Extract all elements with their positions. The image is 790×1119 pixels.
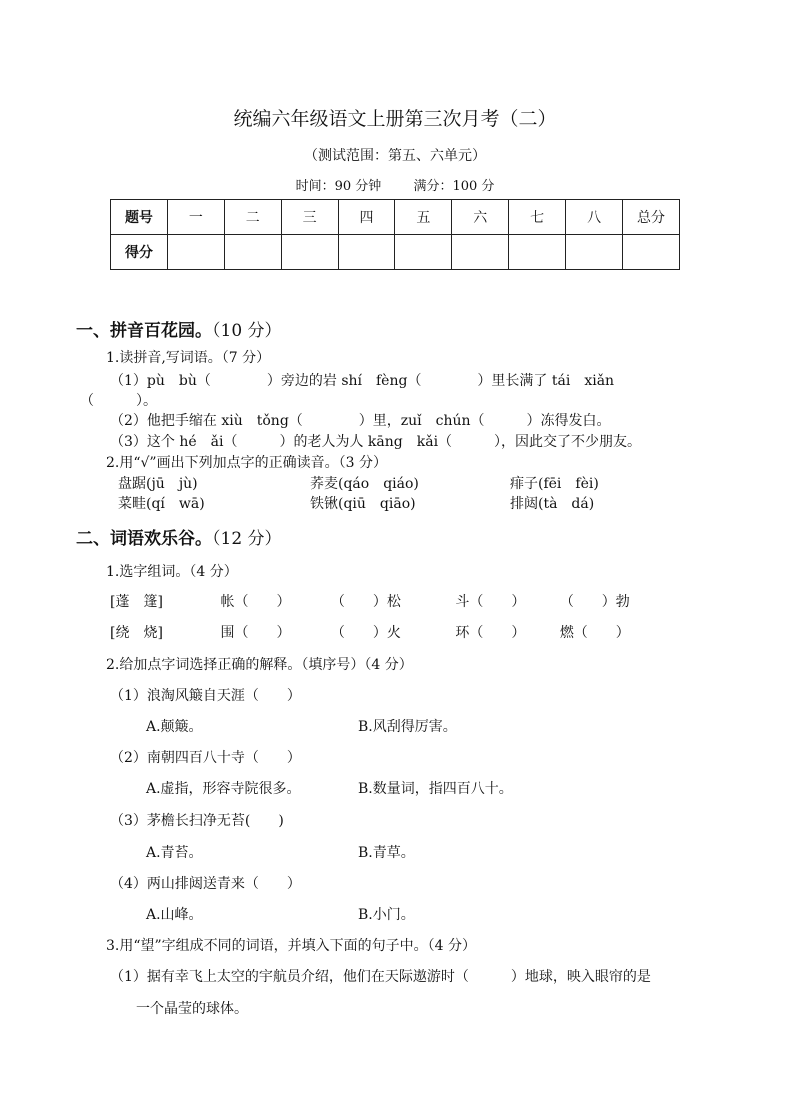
pinyin-item: 痱子(fēi fèi) [510, 476, 599, 492]
exam-title: 统编六年级语文上册第三次月考（二） [233, 108, 557, 130]
word-blank: （ ）勃 [559, 594, 630, 610]
question-2-1-stem: 1.选字组词。（4 分） [106, 564, 238, 580]
score-table-cell: 三 [281, 200, 338, 235]
pinyin-item: 排闼(tà dá) [510, 496, 595, 512]
word-row-1 [110, 591, 630, 611]
question-2-3-stem: 3.用“望”字组成不同的词语，并填入下面的句子中。（4 分） [106, 938, 477, 954]
score-input-cell[interactable] [281, 235, 338, 270]
question-2-2-stem: 2.给加点字词选择正确的解释。（填序号）（4 分） [106, 657, 413, 673]
option-b: B.数量词，指四百八十。 [358, 781, 513, 797]
score-table-header-row [111, 200, 680, 235]
option-a: A.青苔。 [146, 845, 203, 861]
word-blank: （ ）松 [330, 594, 401, 610]
word-choice: [绕 烧] [110, 625, 163, 641]
score-table-cell: 四 [338, 200, 395, 235]
option-a: A.虚指，形容寺院很多。 [146, 781, 301, 797]
word-blank: 斗（ ） [455, 594, 526, 610]
score-input-cell[interactable] [224, 235, 281, 270]
section-2-heading [76, 524, 282, 549]
score-table-cell: 六 [452, 200, 509, 235]
pinyin-item: 荞麦(qáo qiáo) [310, 476, 419, 492]
word-blank: （ ）火 [330, 625, 401, 641]
word-blank: 围（ ） [220, 625, 291, 641]
score-table-cell: 五 [395, 200, 452, 235]
word-choice: [蓬 篷] [110, 594, 163, 610]
score-input-cell[interactable] [623, 235, 680, 270]
section-1-heading [76, 316, 282, 341]
question-1-1-line-3: （3）这个 hé ǎi（ ）的老人为人 kāng kǎi（ ），因此交了不少朋友。 [110, 434, 642, 450]
question-1-1-line-1-cont: （ ）。 [80, 393, 157, 409]
score-input-cell[interactable] [338, 235, 395, 270]
word-row-2 [110, 622, 630, 642]
score-table [110, 199, 680, 270]
question-1-1-stem: 1.读拼音,写词语。（7 分） [106, 350, 271, 366]
score-input-cell[interactable] [452, 235, 509, 270]
exam-scope: （测试范围：第五、六单元） [304, 148, 486, 164]
section-2-title: 二、词语欢乐谷。 [76, 529, 212, 549]
score-table-cell: 七 [509, 200, 566, 235]
score-input-cell[interactable] [395, 235, 452, 270]
option-a: A.颠簸。 [146, 719, 203, 735]
score-table-score-row [111, 235, 680, 270]
score-table-cell: 得分 [111, 235, 168, 270]
score-table-cell: 题号 [111, 200, 168, 235]
word-blank: 燃（ ） [559, 625, 630, 641]
exam-full-score: 满分：100 分 [413, 179, 495, 194]
pinyin-item: 盘踞(jū jù) [118, 476, 198, 492]
option-b: B.风刮得厉害。 [358, 719, 457, 735]
pinyin-item: 铁锹(qiū qiāo) [310, 496, 416, 512]
question-1-1-line-1: （1）pù bù（ ）旁边的岩 shí fèng（ ）里长满了 tái xiǎn [110, 373, 615, 389]
score-input-cell[interactable] [509, 235, 566, 270]
pinyin-item: 菜畦(qí wā) [118, 496, 205, 512]
exam-time: 时间：90 分钟 [295, 179, 382, 194]
exam-info [0, 175, 790, 194]
option-a: A.山峰。 [146, 907, 203, 923]
section-1-points: （10 分） [212, 321, 282, 341]
pinyin-row-2 [118, 493, 594, 513]
pinyin-row-1 [118, 473, 599, 493]
score-table-cell: 总分 [623, 200, 680, 235]
score-table-cell: 二 [224, 200, 281, 235]
score-input-cell[interactable] [566, 235, 623, 270]
question-1-1-line-2: （2）他把手缩在 xiù tǒng（ ）里，zuǐ chún（ ）冻得发白。 [110, 413, 611, 429]
score-input-cell[interactable] [167, 235, 224, 270]
question-2-3-sentence-1-cont: 一个晶莹的球体。 [136, 1001, 248, 1017]
score-table-cell: 八 [566, 200, 623, 235]
option-b: B.青草。 [358, 845, 415, 861]
question-1-2-stem: 2.用“√”画出下列加点字的正确读音。（3 分） [106, 455, 387, 471]
option-question: （3）茅檐长扫净无苔( ) [110, 813, 284, 829]
option-question: （2）南朝四百八十寺（ ） [110, 750, 301, 766]
question-2-3-sentence-1: （1）据有幸飞上太空的宇航员介绍，他们在天际遨游时（ ）地球，映入眼帘的是 [110, 969, 651, 985]
score-table-cell: 一 [167, 200, 224, 235]
word-blank: 环（ ） [455, 625, 526, 641]
section-2-points: （12 分） [212, 529, 282, 549]
section-1-title: 一、拼音百花园。 [76, 321, 212, 341]
option-b: B.小门。 [358, 907, 415, 923]
word-blank: 帐（ ） [220, 594, 291, 610]
option-question: （4）两山排闼送青来（ ） [110, 876, 301, 892]
option-question: （1）浪淘风簸自天涯（ ） [110, 688, 301, 704]
